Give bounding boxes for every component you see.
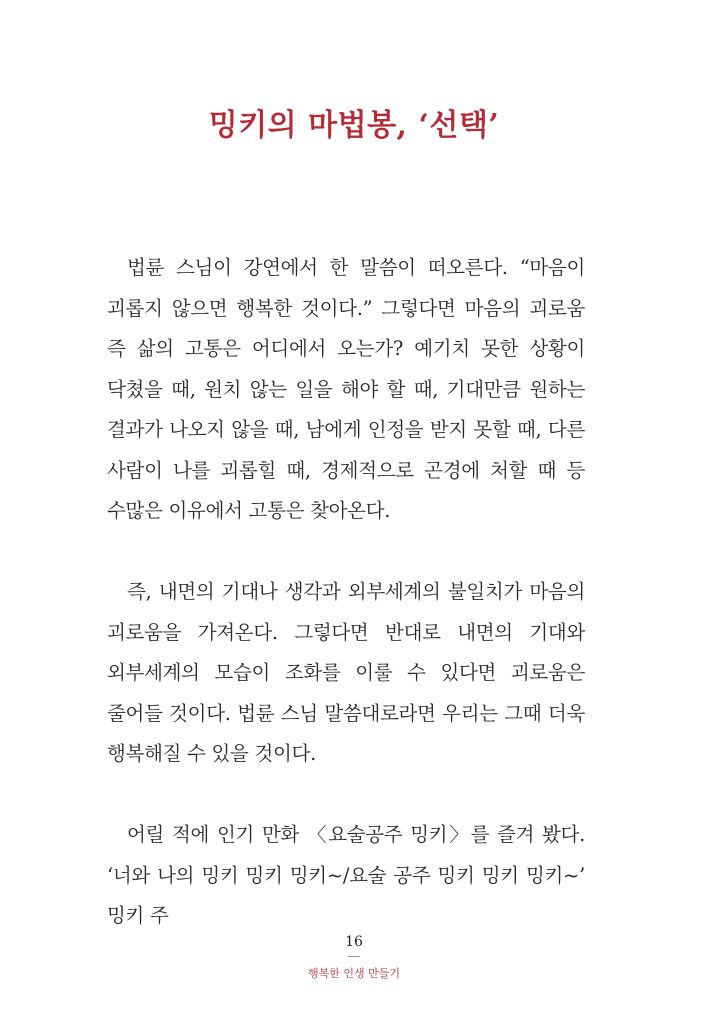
page-footer <box>0 934 708 981</box>
page-title: 밍키의 마법봉, ‘선택’ <box>208 108 500 143</box>
paragraph: 어릴 적에 인기 만화 〈요술공주 밍키〉를 즐겨 봤다. ‘너와 나의 밍키 밍키 밍키~/요술 공주 밍키 밍키 밍키~’ 밍키 주 <box>107 823 585 927</box>
page-number: 16 <box>345 934 363 950</box>
body-text <box>107 248 585 977</box>
running-book-title: 행복한 인생 만들기 <box>307 967 400 980</box>
paragraph: 즉, 내면의 기대나 생각과 외부세계의 불일치가 마음의 괴로움을 가져온다. 그렇다면 반대로 내면의 기대와 외부세계의 모습이 조화를 이룰 수 있다면 괴로움은 줄어들 것이다. 법륜 스님 말씀대로라면 우리는 그때 더욱 행복해질 수 있을 것이다. <box>107 580 585 765</box>
footer-divider <box>348 956 360 957</box>
paragraph: 법륜 스님이 강연에서 한 말씀이 떠오른다. “마음이 괴롭지 않으면 행복한 것이다.” 그렇다면 마음의 괴로움 즉 삶의 고통은 어디에서 오는가? 예기치 못한 상황이 닥쳤을 때, 원치 않는 일을 해야 할 때, 기대만큼 원하는 결과가 나오지 않을 때, 남에게 인정을 받지 못할 때, 다른 사람이 나를 괴롭힐 때, 경제적으로 곤경에 처할 때 등 수많은 이유에서 고통은 찾아온다. <box>107 256 585 522</box>
